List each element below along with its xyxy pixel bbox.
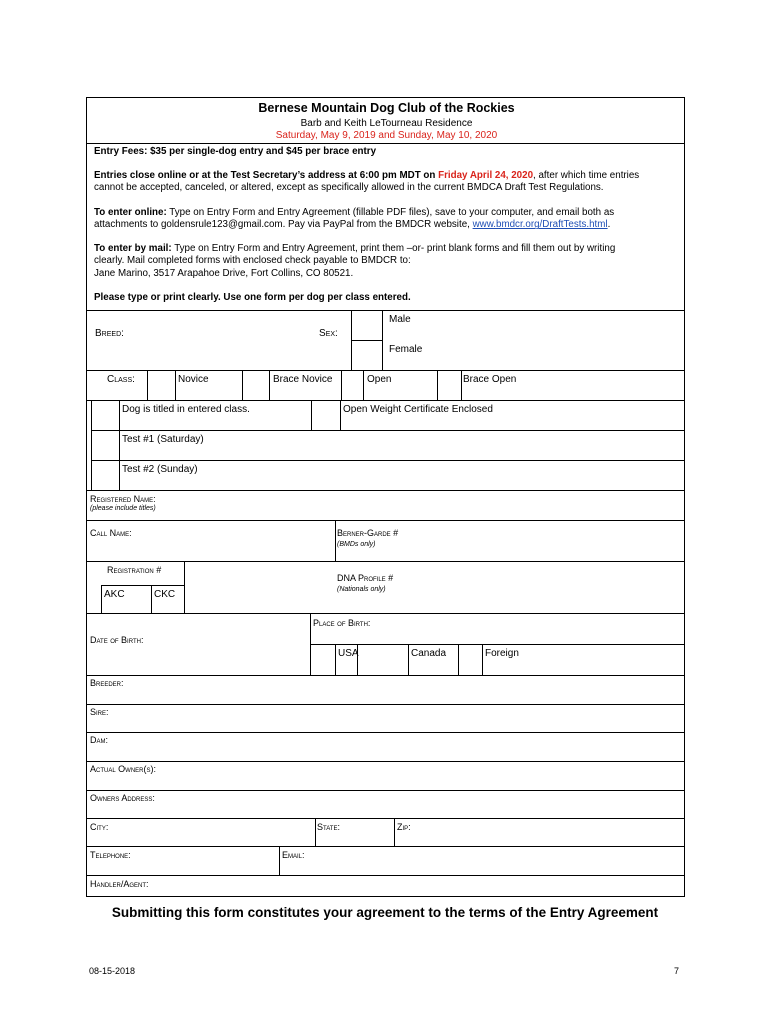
breed-field[interactable] — [117, 310, 307, 370]
closing-rest: , after which time entries — [533, 170, 640, 181]
berner-garde-label: Berner-Garde # — [337, 528, 399, 538]
divider — [87, 400, 684, 401]
telephone-label: Telephone: — [90, 850, 131, 860]
zip-field[interactable] — [395, 818, 684, 846]
brace-novice-label: Brace Novice — [273, 374, 333, 385]
divider — [184, 561, 185, 613]
female-checkbox[interactable] — [351, 340, 383, 370]
actual-owner-field[interactable] — [87, 761, 684, 790]
agreement-statement: Submitting this form constitutes your agreement to the terms of the Entry Agreement — [111, 905, 659, 920]
closing-lead: Entries close online or at the Test Secretary’s address at 6:00 pm MDT on — [94, 170, 439, 181]
brace-open-checkbox[interactable] — [437, 370, 462, 400]
email-label: Email: — [282, 850, 305, 860]
test1-checkbox[interactable] — [91, 430, 120, 460]
test-dates: Saturday, May 9, 2019 and Sunday, May 10, 2020 — [275, 130, 498, 141]
owners-address-field[interactable] — [87, 790, 684, 818]
test1-label: Test #1 (Saturday) — [122, 434, 204, 445]
registered-name-note: (please include titles) — [90, 505, 156, 512]
brace-open-label: Brace Open — [463, 374, 517, 385]
ckc-label: CKC — [154, 589, 176, 600]
registration-label: Registration # — [107, 565, 162, 575]
test-location: Barb and Keith LeTourneau Residence — [300, 118, 473, 129]
handler-field[interactable] — [87, 875, 684, 896]
mail-line2: clearly. Mail completed forms with enclosed check payable to BMDCR to: — [94, 255, 411, 267]
email-field[interactable] — [280, 846, 684, 875]
foreign-label: Foreign — [485, 648, 519, 659]
foreign-field[interactable] — [483, 644, 684, 675]
brace-novice-checkbox[interactable] — [242, 370, 270, 400]
dna-profile-label: DNA Profile # — [337, 573, 394, 583]
page-number: 7 — [674, 966, 680, 976]
registered-name-label: Registered Name: — [90, 494, 156, 504]
male-label: Male — [389, 314, 411, 325]
date-of-birth-label: Date of Birth: — [90, 635, 144, 645]
novice-checkbox[interactable] — [147, 370, 176, 400]
online-paragraph — [94, 207, 679, 232]
divider — [335, 644, 336, 675]
registered-name-field[interactable] — [87, 490, 684, 520]
divider — [91, 460, 684, 461]
call-name-label: Call Name: — [90, 528, 132, 538]
mail-text: Type on Entry Form and Entry Agreement, print them –or- print blank forms and fill them out by writing — [171, 243, 616, 254]
weight-cert-label: Open Weight Certificate Enclosed — [343, 404, 493, 415]
weight-cert-checkbox[interactable] — [311, 400, 341, 430]
handler-label: Handler/Agent: — [90, 879, 149, 889]
print-instruction: Please type or print clearly. Use one form per dog per class entered. — [94, 292, 411, 303]
test2-checkbox[interactable] — [91, 460, 120, 490]
akc-number-field[interactable] — [102, 586, 150, 612]
breeder-label: Breeder: — [90, 678, 124, 688]
female-label: Female — [389, 344, 423, 355]
entry-fees: Entry Fees: $35 per single-dog entry and $45 per brace entry — [94, 146, 377, 157]
open-label: Open — [367, 374, 392, 385]
dna-profile-note: (Nationals only) — [337, 586, 386, 593]
online-text2: attachments to goldensrule123@gmail.com. Pay via PayPal from the BMDCR website, — [94, 219, 473, 231]
open-checkbox[interactable] — [341, 370, 364, 400]
titled-checkbox[interactable] — [91, 400, 120, 430]
novice-label: Novice — [178, 374, 209, 385]
mail-label: To enter by mail: — [94, 243, 172, 254]
breed-label: Breed: — [95, 328, 124, 339]
club-title: Bernese Mountain Dog Club of the Rockies — [258, 101, 515, 115]
telephone-field[interactable] — [87, 846, 279, 875]
divider — [91, 430, 684, 431]
state-field[interactable] — [316, 818, 394, 846]
berner-garde-note: (BMDs only) — [337, 541, 376, 548]
city-label: City: — [90, 822, 109, 832]
place-of-birth-label: Place of Birth: — [313, 618, 371, 628]
date-of-birth-field[interactable] — [87, 613, 310, 675]
sire-label: Sire: — [90, 707, 109, 717]
dna-profile-field[interactable] — [336, 561, 684, 613]
city-field[interactable] — [87, 818, 315, 846]
sire-field[interactable] — [87, 704, 684, 732]
online-text: Type on Entry Form and Entry Agreement (fillable PDF files), save to your computer, and email both as — [166, 207, 615, 218]
entry-form-frame — [86, 97, 685, 897]
sex-label: Sex: — [319, 328, 338, 339]
berner-garde-field[interactable] — [336, 520, 684, 561]
usa-label: USA — [338, 648, 359, 659]
form-date: 08-15-2018 — [89, 966, 136, 976]
zip-label: Zip: — [397, 822, 411, 832]
actual-owner-label: Actual Owner(s): — [90, 764, 157, 774]
draft-tests-link[interactable]: www.bmdcr.org/DraftTests.html — [472, 219, 608, 231]
class-label: Class: — [107, 374, 135, 385]
mail-address: Jane Marino, 3517 Arapahoe Drive, Fort Collins, CO 80521. — [94, 267, 354, 279]
divider — [87, 143, 684, 144]
owners-address-label: Owners Address: — [90, 793, 155, 803]
titled-label: Dog is titled in entered class. — [122, 404, 250, 415]
dam-label: Dam: — [90, 735, 108, 745]
breeder-field[interactable] — [87, 675, 684, 704]
online-period: . — [607, 219, 611, 231]
akc-label: AKC — [104, 589, 125, 600]
usa-checkbox[interactable] — [357, 644, 409, 675]
call-name-field[interactable] — [87, 520, 335, 561]
dam-field[interactable] — [87, 732, 684, 761]
canada-checkbox[interactable] — [458, 644, 483, 675]
state-label: State: — [317, 822, 340, 832]
canada-label: Canada — [411, 648, 447, 659]
divider — [87, 370, 684, 371]
closing-line2: cannot be accepted, canceled, or altered, except as specifically allowed in the current BMDCA Draft Test Regulations. — [94, 182, 604, 194]
ckc-number-field[interactable] — [152, 586, 183, 612]
male-checkbox[interactable] — [351, 310, 383, 340]
test2-label: Test #2 (Sunday) — [122, 464, 198, 475]
closing-paragraph — [94, 170, 679, 195]
online-label: To enter online: — [94, 207, 167, 218]
mail-paragraph — [94, 243, 679, 280]
closing-date: Friday April 24, 2020 — [438, 170, 534, 181]
